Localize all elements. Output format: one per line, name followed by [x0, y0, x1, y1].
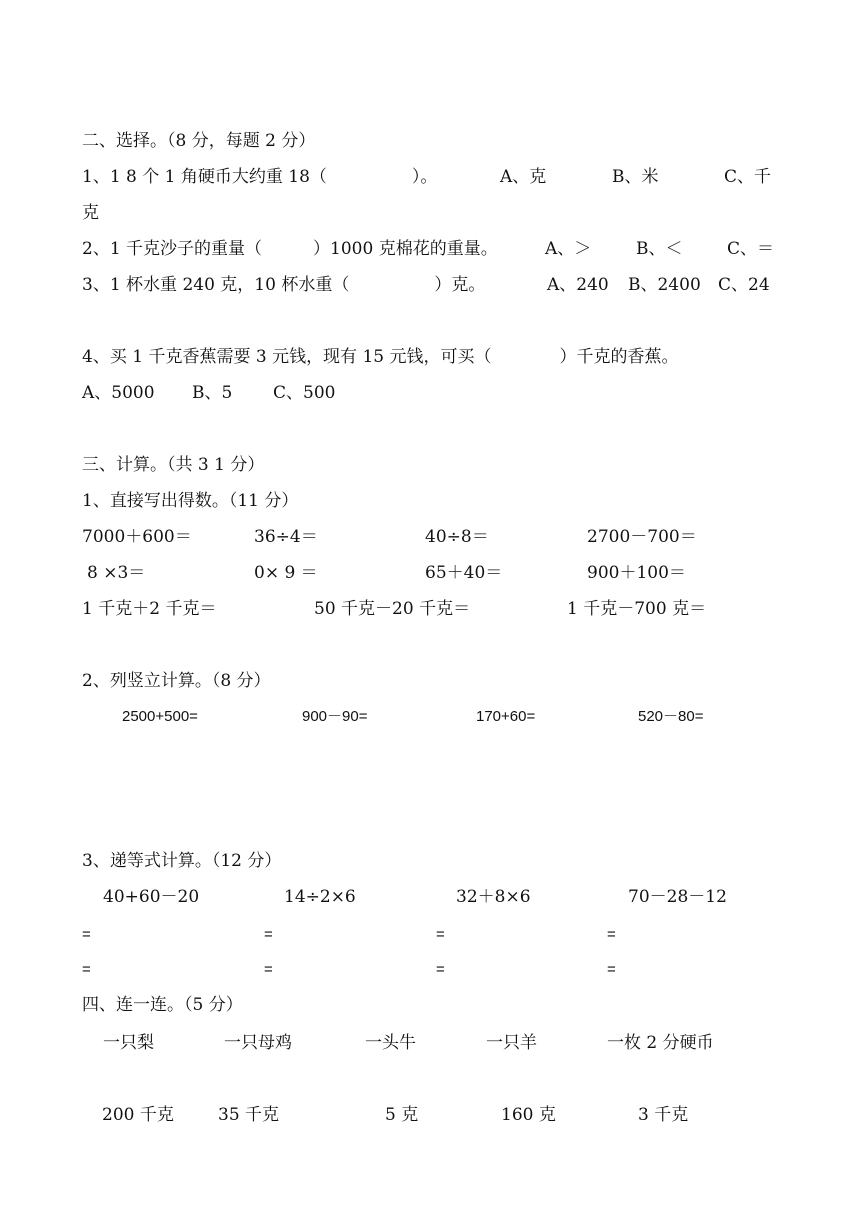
calc-item: 1 千克＋2 千克＝	[82, 599, 217, 619]
q3-option-c: C、24	[718, 275, 770, 295]
match-item-top: 一只梨	[103, 1033, 154, 1053]
q3-stem: 3、1 杯水重 240 克，10 杯水重（ ）克。	[82, 275, 486, 295]
calc-item: 2700－700＝	[587, 527, 697, 547]
part-2-title: 2、列竖立计算。（8 分）	[82, 671, 271, 691]
part-1-title: 1、直接写出得数。（11 分）	[82, 491, 299, 511]
calc-item: 7000＋600＝	[82, 527, 192, 547]
stepwise-calc-item: 32＋8×6	[456, 887, 531, 907]
calc-item: 65＋40＝	[425, 563, 503, 583]
equals-sign: =	[82, 926, 91, 943]
calc-item: 50 千克－20 千克＝	[314, 599, 471, 619]
match-item-top: 一只羊	[486, 1033, 537, 1053]
calc-item: 0× 9 ＝	[254, 563, 318, 583]
q2-stem: 2、1 千克沙子的重量（ ）1000 克棉花的重量。	[82, 239, 498, 259]
q3-option-b: B、2400	[628, 275, 701, 295]
calc-item: 40÷8＝	[425, 527, 489, 547]
match-item-bottom: 5 克	[385, 1105, 419, 1125]
calc-item: 1 千克－700 克＝	[567, 599, 707, 619]
equals-sign: =	[264, 926, 273, 943]
section-4-header: 四、连一连。（5 分）	[82, 995, 243, 1015]
calc-item: 8 ×3＝	[87, 563, 146, 583]
match-item-bottom: 200 千克	[102, 1105, 174, 1125]
q1-option-a: A、克	[500, 167, 547, 187]
stepwise-calc-item: 40+60－20	[103, 887, 200, 907]
vertical-calc-item: 520－80=	[638, 708, 704, 725]
vertical-calc-item: 170+60=	[476, 708, 536, 725]
calc-item: 900＋100＝	[587, 563, 686, 583]
match-item-bottom: 160 克	[501, 1105, 556, 1125]
equals-sign: =	[436, 926, 445, 943]
stepwise-calc-item: 14÷2×6	[284, 887, 356, 907]
match-item-bottom: 35 千克	[218, 1105, 280, 1125]
equals-sign: =	[436, 961, 445, 978]
q4-stem: 4、买 1 千克香蕉需要 3 元钱，现有 15 元钱，可买（ ）千克的香蕉。	[82, 347, 679, 367]
q2-option-b: B、＜	[636, 239, 683, 259]
q3-option-a: A、240	[547, 275, 609, 295]
match-item-top: 一头牛	[365, 1033, 416, 1053]
part-3-title: 3、递等式计算。（12 分）	[82, 851, 282, 871]
q4-option-b: B、5	[192, 383, 233, 403]
equals-sign: =	[607, 926, 616, 943]
calc-item: 36÷4＝	[254, 527, 318, 547]
match-item-top: 一只母鸡	[224, 1033, 292, 1053]
section-3-header: 三、计算。（共 3 1 分）	[82, 455, 265, 475]
q2-option-a: A、＞	[545, 239, 592, 259]
match-item-top: 一枚 2 分硬币	[607, 1033, 714, 1053]
q2-option-c: C、＝	[727, 239, 775, 259]
q4-option-c: C、500	[273, 383, 336, 403]
stepwise-calc-item: 70－28－12	[628, 887, 727, 907]
q1-stem: 1、1 8 个 1 角硬币大约重 18（ ）。	[82, 167, 438, 187]
q1-option-b: B、米	[612, 167, 659, 187]
q4-option-a: A、5000	[82, 383, 155, 403]
equals-sign: =	[82, 961, 91, 978]
vertical-calc-item: 2500+500=	[122, 708, 198, 725]
q1-option-c-wrap: 克	[82, 203, 99, 223]
equals-sign: =	[264, 961, 273, 978]
q1-option-c: C、千	[724, 167, 772, 187]
equals-sign: =	[607, 961, 616, 978]
section-2-header: 二、选择。（8 分，每题 2 分）	[82, 131, 316, 151]
match-item-bottom: 3 千克	[638, 1105, 689, 1125]
vertical-calc-item: 900－90=	[302, 708, 368, 725]
